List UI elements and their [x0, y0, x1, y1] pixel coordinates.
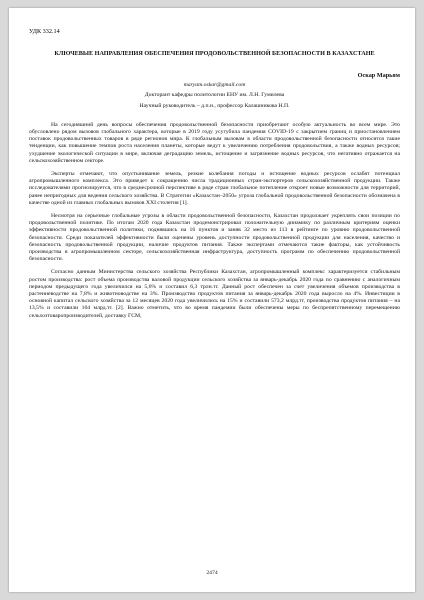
udc-code: УДК 332.14	[29, 28, 60, 35]
paragraph: На сегодняшний день вопросы обеспечения продовольственной безопасности приобретают особую актуальность во всем мире. Это обусловлено рядом вызовов глобального характера, которые в 2019 году усугубила пандемия COVID-19 с закрытием границ и приостановлением поставок продовольственных товаров в ряде регионов мира. К глобальным вызовам в области продовольственной безопасности относятся такие тенденции, как повышение темпов роста населения планеты, которые ведут к увеличению потребления продовольствия, а также водных ресурсов; ухудшение экологической ситуации в мире, включая деградацию земель, истощение и загрязнение водных ресурсов, что негативно отражается на сельскохозяйственном секторе.	[29, 121, 400, 164]
paragraph: Несмотря на серьезные глобальные угрозы в области продовольственной безопасности, Казахстан продолжает укреплять свои позиции по продовольственной политике. По итогам 2020 года Казахстан продемонстрировал положительную динамику по различным критериям оценки эффективности продовольственной политики, поднявшись на 16 пунктов и заняв 32 место из 113 в рейтинге по уровню продовольственной безопасности. Среди показателей эффективности были оценены уровень доступности продовольственной продукции для населения, качество и безопасность продовольственной продукции, наличие продуктов питания. Также экспертами отмечаются такие факторы, как устойчивость производства в агропромышленном секторе, сельскохозяйственная инфраструктура, доступность программ по обеспечению продовольственной безопасности.	[29, 213, 400, 263]
page-number: 2474	[206, 570, 218, 576]
supervisor: Научный руководитель – д.п.н., профессор Калашникова Н.П.	[139, 102, 290, 109]
document-page	[9, 8, 415, 592]
paragraph: Согласно данным Министерства сельского хозяйства Республики Казахстан, агропромышленный комплекс характеризуется стабильным ростом производства: рост объема производства валовой продукции сельского хозяйства за январь-декабрь 2020 года по сравнению с аналогичным периодом предыдущего года увеличился на 5,6% и составил 6,3 трлн.тг. Данный рост обеспечен за счет увеличения объемов производства в растениеводстве на 7,8% и животноводстве на 3%. Производство продуктов питания за январь-декабрь 2020 года выросло на 4%. Инвестиции в основной капитал сельского хозяйства за 12 месяцев 2020 года увеличились на 15% и составили 573,2 млрд.тг, производства продуктов питания – на 13,5% и составили 104 млрд.тг. [2]. Важно отметить, что во время пандемии были обеспечены меры по беспрепятственному перемещению сельхозтоваропроизводителей, доставку ГСМ,	[29, 269, 400, 319]
article-title: КЛЮЧЕВЫЕ НАПРАВЛЕНИЯ ОБЕСПЕЧЕНИЯ ПРОДОВОЛЬСТВЕННОЙ БЕЗОПАСНОСТИ В КАЗАХСТАНЕ	[54, 50, 375, 57]
page-content	[29, 36, 400, 326]
author-affiliation: Докторант кафедры политологии ЕНУ им. Л.Н. Гумилева	[144, 92, 285, 99]
paragraph: Эксперты отмечают, что опустынивание земель, резкие колебания погоды и истощение водных ресурсов ослабят потенциал агропромышленного комплекса. Это приведет к сокращению числа традиционных стран-экспортеров сельскохозяйственной продукции. Также исследователями прогнозируется, что в среднесрочной перспективе в ряде стран глобальное потепление откроет новые возможности для территорий, ранее непригодных для ведения сельского хозяйства. В Стратегии «Казахстан–2050» угроза глобальной продовольственной безопасности обозначена в качестве одной из главных глобальных вызовов XXI столетия [1].	[29, 171, 400, 206]
affiliation-block	[29, 82, 400, 110]
author-name: Оскар Марьям	[357, 72, 400, 79]
author-email[interactable]: maryam.oskar@gmail.com	[183, 82, 246, 89]
